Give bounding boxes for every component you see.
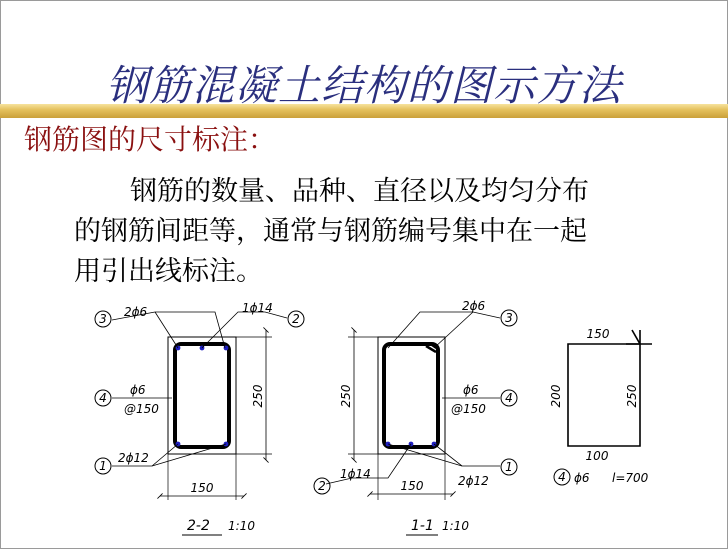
rebar-top-label: 2ϕ6 — [124, 305, 148, 319]
stirrup-detail-drawing — [549, 327, 652, 485]
length-label: l=700 — [612, 471, 649, 485]
top-dim: 150 — [586, 327, 610, 341]
body-line-2: 的钢筋间距等，通常与钢筋编号集中在一起 — [74, 216, 587, 247]
concrete-outline — [378, 337, 445, 454]
width-dim: 150 — [190, 481, 214, 495]
section-scale: 1:10 — [442, 519, 469, 533]
body-line-1: 钢筋的数量、品种、直径以及均匀分布 — [130, 176, 589, 207]
rebar-bottom-label: 2ϕ12 — [458, 474, 489, 488]
body-line-3: 用引出线标注。 — [74, 256, 263, 287]
marker-2: 2 — [292, 312, 300, 326]
stirrup-dia-label: ϕ6 — [130, 383, 146, 397]
slide-title: 钢筋混凝土结构的图示方法 — [105, 61, 622, 110]
rebar-bottom-label: 2ϕ12 — [118, 451, 149, 465]
marker-1: 1 — [505, 460, 513, 474]
marker-4: 4 — [558, 470, 566, 484]
section-scale: 1:10 — [228, 519, 255, 533]
right-dim: 250 — [625, 384, 639, 408]
section-label: 1-1 — [411, 518, 434, 534]
section-label: 2-2 — [187, 518, 210, 534]
rebar-top-right-label: 1ϕ14 — [242, 301, 273, 315]
width-dim: 150 — [400, 479, 424, 493]
slide-subtitle: 钢筋图的尺寸标注： — [24, 123, 277, 156]
marker-4: 4 — [99, 391, 107, 405]
marker-3: 3 — [505, 311, 513, 325]
height-dim: 250 — [339, 384, 353, 408]
marker-4: 4 — [505, 391, 513, 405]
marker-2: 2 — [318, 479, 326, 493]
stirrup-dia-label: ϕ6 — [463, 383, 479, 397]
stirrup-dia-label: ϕ6 — [574, 471, 590, 485]
section-2-2-drawing — [95, 301, 304, 535]
bottom-dim: 100 — [585, 449, 609, 463]
height-dim: 250 — [251, 384, 265, 408]
stirrup-spacing-label: @150 — [124, 402, 159, 416]
rebar-top-label: 2ϕ6 — [462, 299, 486, 313]
stirrup-spacing-label: @150 — [451, 402, 486, 416]
marker-1: 1 — [99, 459, 107, 473]
section-1-1-drawing — [314, 299, 517, 535]
marker-3: 3 — [99, 312, 107, 326]
stirrup — [384, 344, 438, 447]
left-dim: 200 — [549, 384, 563, 408]
rebar-bottom-left-label: 1ϕ14 — [340, 467, 371, 481]
concrete-outline — [168, 337, 236, 454]
stirrup — [175, 344, 229, 447]
